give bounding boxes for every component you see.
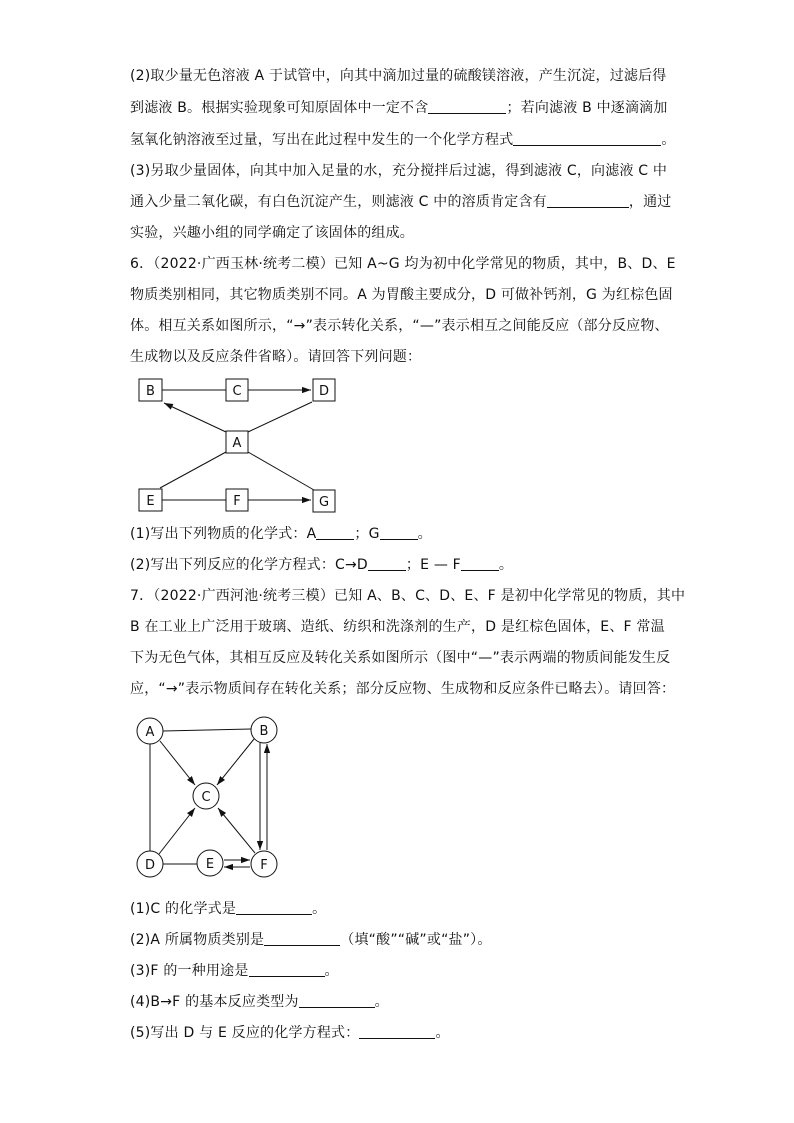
answer-blank[interactable]	[316, 525, 354, 540]
q6-stem-line4: 生成物以及反应条件省略）。请回答下列问题：	[130, 349, 422, 365]
answer-blank[interactable]	[380, 525, 418, 540]
answer-blank[interactable]	[236, 900, 312, 915]
q7-stem-line2: B 在工业上广泛用于玻璃、造纸、纺织和洗涤剂的生产，D 是红棕色固体，E、F 常温	[130, 619, 665, 635]
q7-node-f-label: F	[260, 858, 268, 873]
q6-stem-line1: 6．（2022·广西玉林·统考二模）已知 A~G 均为初中化学常见的物质，其中，B、D、E	[130, 256, 676, 272]
q5-part2-line1: (2)取少量无色溶液 A 于试管中，向其中滴加过量的硫酸镁溶液，产生沉淀，过滤后得	[130, 68, 667, 84]
q5-part3-line3: 实验，兴趣小组的同学确定了该固体的组成。	[130, 225, 414, 241]
answer-blank[interactable]	[264, 931, 340, 946]
q6-node-d-label: D	[318, 384, 330, 399]
q7-node-c-label: C	[201, 790, 211, 805]
answer-blank[interactable]	[249, 962, 325, 977]
q6-node-e-label: E	[146, 494, 155, 509]
q6-sub2: (2)写出下列反应的化学方程式：C→D ；E — F 。	[130, 557, 514, 573]
q7-node-e-label: E	[205, 857, 215, 872]
q7-stem-line4: 应，“→”表示物质间存在转化关系；部分反应物、生成物和反应条件已略去）。请回答：	[130, 681, 676, 697]
q7-sub5: (5)写出 D 与 E 反应的化学方程式： 。	[130, 1025, 450, 1041]
q6-node-b-label: B	[146, 384, 155, 399]
q7-sub2: (2)A 所属物质类别是 （填“酸”“碱”或“盐”）。	[130, 932, 492, 948]
answer-blank[interactable]	[368, 556, 406, 571]
answer-blank[interactable]	[461, 556, 499, 571]
q7-stem-line3: 下为无色气体，其相互反应及转化关系如图所示（图中“—”表示两端的物质间能发生反	[130, 650, 671, 666]
answer-blank[interactable]	[359, 1024, 435, 1039]
q5-part2-line3: 氢氧化钠溶液至过量，写出在此过程中发生的一个化学方程式 。	[130, 132, 676, 148]
q6-stem-line3: 体。相互关系如图所示，“→”表示转化关系，“—”表示相互之间能反应（部分反应物、	[130, 318, 669, 334]
q6-node-a-label: A	[232, 436, 242, 451]
q6-node-g-label: G	[318, 495, 330, 510]
answer-blank[interactable]	[299, 993, 375, 1008]
q6-node-f-label: F	[233, 494, 241, 509]
q7-sub4: (4)B→F 的基本反应类型为 。	[130, 994, 389, 1010]
q5-part3-line2: 通入少量二氧化碳，有白色沉淀产生，则滤液 C 中的溶质肯定含有 ，通过	[130, 194, 672, 210]
q6-sub1: (1)写出下列物质的化学式：A ；G 。	[130, 526, 432, 542]
q7-sub3: (3)F 的一种用途是 。	[130, 963, 339, 979]
q6-stem-line2: 物质类别相同，其它物质类别不同。A 为胃酸主要成分，D 可做补钙剂，G 为红棕色固	[130, 287, 673, 303]
q5-part2-line2: 到滤液 B。根据实验现象可知原固体中一定不含 ；若向滤液 B 中逐滴滴加	[130, 100, 668, 116]
q7-stem-line1: 7．（2022·广西河池·统考三模）已知 A、B、C、D、E、F 是初中化学常见的物质，其中	[130, 588, 686, 604]
q7-node-a-label: A	[145, 725, 155, 740]
q7-node-b-label: B	[259, 724, 269, 739]
q6-node-c-label: C	[232, 384, 242, 399]
q7-sub1: (1)C 的化学式是 。	[130, 901, 327, 917]
q5-part3-line1: (3)另取少量固体，向其中加入足量的水，充分搅拌后过滤，得到滤液 C，向滤液 C 中	[130, 163, 668, 179]
q7-node-d-label: D	[144, 858, 156, 873]
